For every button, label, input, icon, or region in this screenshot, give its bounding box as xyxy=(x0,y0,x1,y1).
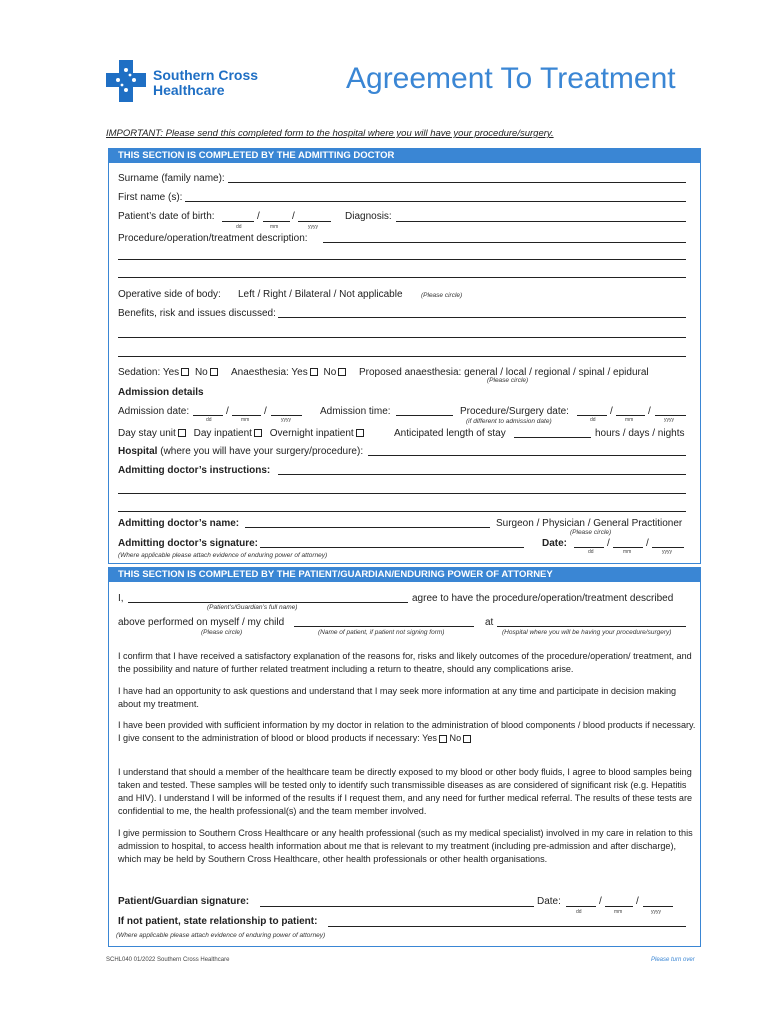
dd-hint: dd xyxy=(588,549,594,555)
yyyy-hint: yyyy xyxy=(281,417,291,423)
admission-details-heading: Admission details xyxy=(118,387,204,398)
page-title: Agreement To Treatment xyxy=(346,62,676,95)
patient-date-yyyy[interactable] xyxy=(643,906,673,907)
consent-paragraph-5: I give permission to Southern Cross Healthcare or any health professional (such as my medical specialist) involved in my care in relation to this admission to hospital, to access health information about me that is relevant to my treatment (including pre-admission and after discharge), which may be held by Southern Cross Healthcare, other health professionals or other health organisations. xyxy=(118,828,693,864)
blood-yes-checkbox[interactable] xyxy=(439,735,447,743)
patient-section-header: THIS SECTION IS COMPLETED BY THE PATIENT/GUARDIAN/ENDURING POWER OF ATTORNEY xyxy=(108,567,701,582)
admission-date-label: Admission date: xyxy=(118,406,190,417)
doctor-section-header: THIS SECTION IS COMPLETED BY THE ADMITTING DOCTOR xyxy=(108,148,701,163)
please-turn-over: Please turn over xyxy=(651,957,695,963)
please-circle-note: (Please circle) xyxy=(421,292,463,299)
dob-mm-field[interactable] xyxy=(263,221,290,222)
admission-time-label: Admission time: xyxy=(320,406,391,417)
day-inpatient-label: Day inpatient xyxy=(193,428,252,439)
consent-paragraph-4: I understand that should a member of the healthcare team be directly exposed to my blood or other body fluids, I agree to blood samples being taken and tested. These samples will be tested only to identify such transmissible diseases as are considered of significant risk (e.g. Hepatitis and HIV). I understand I will be informed of the results if I request them, and any need for further medical referral. The results of these tests are confidential to me, the health professional(s) and the team member involved. xyxy=(118,767,693,816)
day-inpatient-checkbox[interactable] xyxy=(254,429,262,437)
patient-signature-label: Patient/Guardian signature: xyxy=(118,896,250,907)
if-different-note: (if different to admission date) xyxy=(466,418,552,425)
agree-text: agree to have the procedure/operation/treatment described xyxy=(412,593,674,604)
patient-name-field[interactable] xyxy=(294,626,474,627)
surname-field[interactable] xyxy=(228,182,686,183)
hours-days-options[interactable]: hours / days / nights xyxy=(595,428,685,439)
procedure-date-dd[interactable] xyxy=(577,415,607,416)
above-performed-text[interactable]: above performed on myself / my child xyxy=(118,617,285,628)
dd-hint: dd xyxy=(590,417,596,423)
relationship-field[interactable] xyxy=(328,926,686,927)
please-circle-note: (Please circle) xyxy=(201,629,243,636)
overnight-checkbox[interactable] xyxy=(356,429,364,437)
sedation-yes-checkbox[interactable] xyxy=(181,368,189,376)
yyyy-hint: yyyy xyxy=(664,417,674,423)
hospital-note: (Hospital where you will be having your procedure/surgery) xyxy=(502,629,672,636)
day-stay-checkbox[interactable] xyxy=(178,429,186,437)
yyyy-hint: yyyy xyxy=(662,549,672,555)
instructions-line3[interactable] xyxy=(118,511,686,512)
yyyy-hint: yyyy xyxy=(651,909,661,915)
slash: / xyxy=(636,896,639,907)
anaesthesia-row xyxy=(231,367,346,379)
anaesthesia-yes-checkbox[interactable] xyxy=(310,368,318,376)
doctor-date-yyyy[interactable] xyxy=(652,547,684,548)
diagnosis-field[interactable] xyxy=(396,221,686,222)
mm-hint: mm xyxy=(614,909,623,915)
admission-date-dd[interactable] xyxy=(193,415,223,416)
doctor-signature-field[interactable] xyxy=(260,547,524,548)
procedure-date-yyyy[interactable] xyxy=(655,415,686,416)
hospital-name-field[interactable] xyxy=(497,626,686,627)
procedure-desc-label: Procedure/operation/treatment description: xyxy=(118,233,308,244)
dd-hint: dd xyxy=(236,224,242,230)
admission-date-mm[interactable] xyxy=(232,415,261,416)
procedure-desc-line3[interactable] xyxy=(118,277,686,278)
footer-code: SCHL040 01/2022 Southern Cross Healthcare xyxy=(106,957,230,963)
hospital-label: Hospital xyxy=(118,446,158,457)
please-circle-note: (Please circle) xyxy=(487,377,529,384)
benefits-line3[interactable] xyxy=(118,356,686,357)
day-stay-label: Day stay unit xyxy=(118,428,176,439)
procedure-desc-line2[interactable] xyxy=(118,259,686,260)
please-circle-note: (Please circle) xyxy=(570,529,612,536)
stay-type-row xyxy=(118,428,364,440)
procedure-desc-field[interactable] xyxy=(323,242,686,243)
diagnosis-label: Diagnosis: xyxy=(345,211,392,222)
hospital-row xyxy=(118,446,363,458)
dob-dd-field[interactable] xyxy=(222,221,254,222)
brand-name-line1: Southern Cross xyxy=(153,67,259,83)
operative-side-options[interactable]: Left / Right / Bilateral / Not applicable xyxy=(238,289,403,300)
slash: / xyxy=(607,538,610,549)
sedation-row xyxy=(118,367,218,379)
dd-hint: dd xyxy=(576,909,582,915)
hospital-field[interactable] xyxy=(368,455,686,456)
anticipated-label: Anticipated length of stay xyxy=(394,428,506,439)
full-name-note: (Patient’s/Guardian’s full name) xyxy=(207,604,298,611)
doctor-name-label: Admitting doctor’s name: xyxy=(118,518,240,529)
blood-no-checkbox[interactable] xyxy=(463,735,471,743)
consent-paragraph-3: I have been provided with sufficient information by my doctor in relation to the administration of blood components / blood products if necessary. I give consent to the administration of blood or blood products if necessary: Yes No xyxy=(118,720,696,743)
doctor-date-label: Date: xyxy=(542,538,568,549)
slash: / xyxy=(226,406,229,417)
patient-signature-field[interactable] xyxy=(260,906,534,907)
slash: / xyxy=(292,211,295,222)
consent-paragraph-2: I have had an opportunity to ask questions and understand that I may seek more information at any time and participate in decision making about my treatment. xyxy=(118,686,677,709)
patient-full-name-field[interactable] xyxy=(128,602,408,603)
first-name-label: First name (s): xyxy=(118,192,183,203)
mm-hint: mm xyxy=(625,417,634,423)
doctor-date-dd[interactable] xyxy=(574,547,604,548)
surname-label: Surname (family name): xyxy=(118,173,225,184)
sedation-no-checkbox[interactable] xyxy=(210,368,218,376)
slash: / xyxy=(648,406,651,417)
doctor-name-field[interactable] xyxy=(245,527,490,528)
anaesthesia-no-checkbox[interactable] xyxy=(338,368,346,376)
procedure-date-label: Procedure/Surgery date: xyxy=(460,406,569,417)
enduring-note: (Where applicable please attach evidence of enduring power of attorney) xyxy=(118,552,328,559)
hospital-label-rest: (where you will have your surgery/procedure): xyxy=(160,446,364,457)
blood-consent-text: I give consent to the administration of blood or blood products if necessary: Yes xyxy=(118,733,437,743)
dob-label: Patient’s date of birth: xyxy=(118,211,215,222)
slash: / xyxy=(264,406,267,417)
important-notice: IMPORTANT: Please send this completed form to the hospital where you will have your procedure/surgery. xyxy=(106,128,554,139)
overnight-label: Overnight inpatient xyxy=(269,428,354,439)
sedation-no-label: No xyxy=(194,367,208,378)
slash: / xyxy=(599,896,602,907)
mm-hint: mm xyxy=(623,549,632,555)
instructions-line2[interactable] xyxy=(118,493,686,494)
mm-hint: mm xyxy=(270,224,279,230)
patient-date-mm[interactable] xyxy=(605,906,633,907)
anaesthesia-no-label: No xyxy=(323,367,337,378)
patient-date-label: Date: xyxy=(537,896,561,907)
benefits-field[interactable] xyxy=(278,317,686,318)
yyyy-hint: yyyy xyxy=(308,224,318,230)
benefits-label: Benefits, risk and issues discussed: xyxy=(118,308,276,319)
consent-paragraph-1: I confirm that I have received a satisfactory explanation of the reasons for, risks and likely outcomes of the procedure/operation/ treatment, and the possibility and nature of further related treatment including a return to theatre, should any complications arise. xyxy=(118,651,692,674)
slash: / xyxy=(257,211,260,222)
proposed-anaesthesia-options[interactable]: Proposed anaesthesia: general / local / regional / spinal / epidural xyxy=(359,367,649,378)
instructions-label: Admitting doctor’s instructions: xyxy=(118,465,271,476)
surgeon-types-options[interactable]: Surgeon / Physician / General Practitioner xyxy=(496,518,683,529)
doctor-signature-label: Admitting doctor’s signature: xyxy=(118,538,258,549)
at-label: at xyxy=(485,617,494,628)
mm-hint: mm xyxy=(241,417,250,423)
procedure-date-mm[interactable] xyxy=(616,415,645,416)
doctor-date-mm[interactable] xyxy=(613,547,643,548)
dd-hint: dd xyxy=(206,417,212,423)
anaesthesia-label: Anaesthesia: Yes xyxy=(231,367,308,378)
blood-no-label: No xyxy=(449,733,462,743)
cross-logo-icon xyxy=(106,60,146,102)
instructions-field[interactable] xyxy=(278,474,686,475)
slash: / xyxy=(610,406,613,417)
operative-side-label: Operative side of body: xyxy=(118,289,221,300)
dob-yyyy-field[interactable] xyxy=(298,221,331,222)
slash: / xyxy=(646,538,649,549)
admission-time-field[interactable] xyxy=(396,415,453,416)
anticipated-field[interactable] xyxy=(514,437,591,438)
i-label: I, xyxy=(118,593,124,604)
admission-date-yyyy[interactable] xyxy=(271,415,302,416)
first-name-field[interactable] xyxy=(185,201,686,202)
logo xyxy=(106,60,276,102)
relationship-label: If not patient, state relationship to patient: xyxy=(118,916,318,927)
brand-name-line2: Healthcare xyxy=(153,82,225,98)
benefits-line2[interactable] xyxy=(118,337,686,338)
patient-date-dd[interactable] xyxy=(566,906,596,907)
enduring-note: (Where applicable please attach evidence of enduring power of attorney) xyxy=(116,932,326,939)
sedation-label: Sedation: Yes xyxy=(118,367,180,378)
name-of-patient-note: (Name of patient, if patient not signing form) xyxy=(318,629,445,636)
